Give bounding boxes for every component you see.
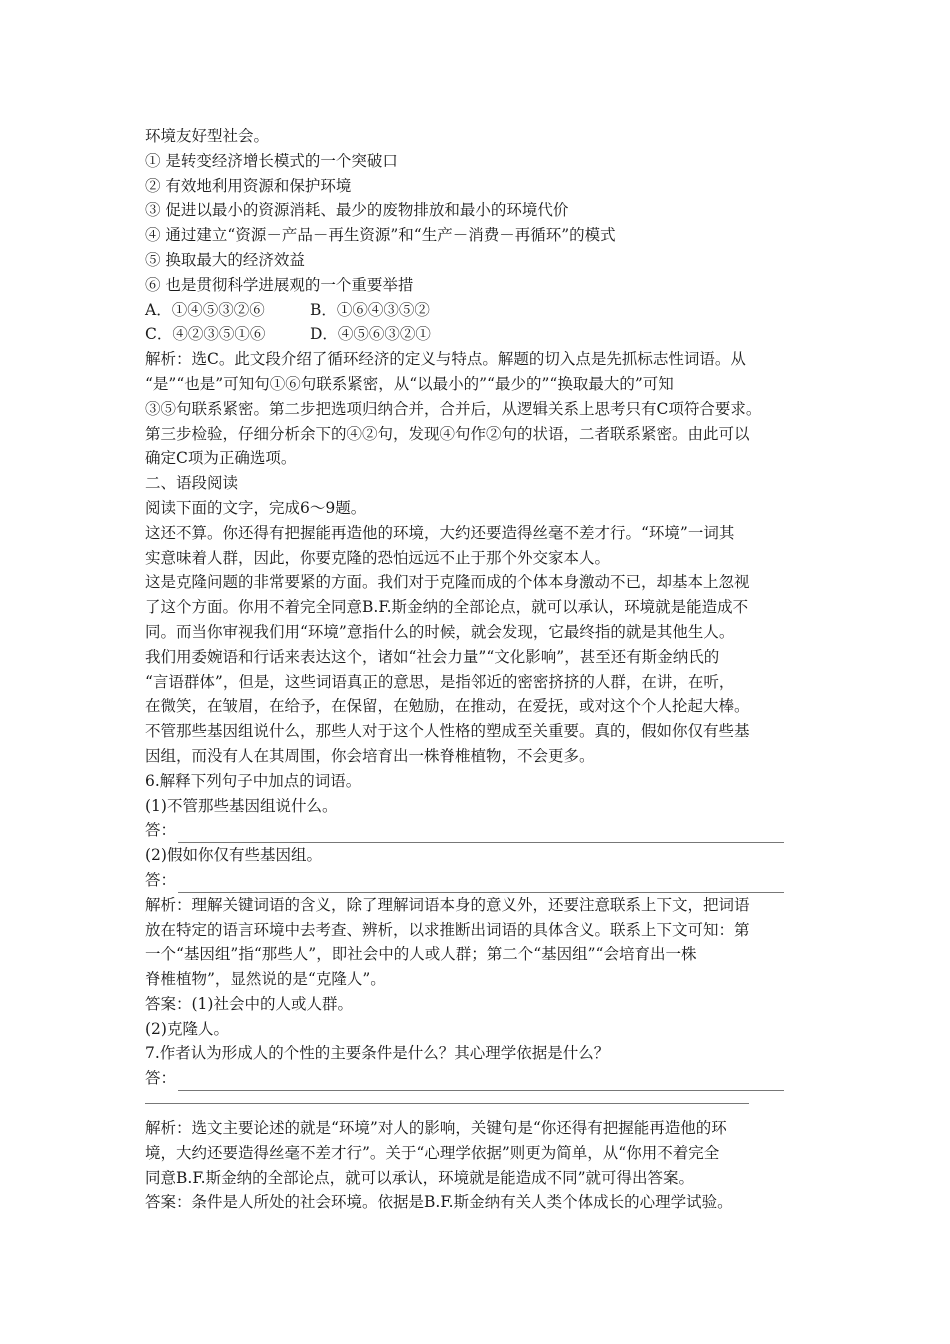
passage-line: 这还不算。你还得有把握能再造他的环境，大约还要造得丝毫不差才行。“环境”一词其 [145,523,735,542]
analysis-line: 解析：选文主要论述的就是“环境”对人的影响，关键句是“你还得有把握能再造他的环 [145,1119,727,1138]
passage-line: 这是克隆问题的非常要紧的方面。我们对于克隆而成的个体本身激动不已，却基本上忽视 [145,573,750,592]
passage-line: 不管那些基因组说什么，那些人对于这个人性格的塑成至关重要。真的，假如你仅有些基 [145,722,750,741]
reading-passage [145,521,810,769]
sentence-1: ① 是转变经济增长模式的一个突破口 [145,151,398,170]
answer-label: 答： [145,1069,177,1088]
analysis-line: 第三步检验，仔细分析余下的④②句，发现④句作②句的状语，二者联系紧密。由此可以 [145,424,750,443]
analysis-line: 境，大约还要造得丝毫不差才行”。关于“心理学依据”则更为简单，从“你用不着完全 [145,1143,720,1162]
analysis-line: 同意B.F.斯金纳的全部论点，就可以承认，环境就是能造成不同”就可得出答案。 [145,1168,695,1187]
analysis-line: 解析：选C。此文段介绍了循环经济的定义与特点。解题的切入点是先抓标志性词语。从 [145,350,746,369]
answer-label: 答： [145,821,177,840]
analysis-line: 放在特定的语言环境中去考查、辨析，以求推断出词语的具体含义。联系上下文可知：第 [145,920,750,939]
reading-instruction: 阅读下面的文字，完成6～9题。 [145,498,367,517]
passage-line: 实意味着人群，因此，你要克隆的恐怕远远不止于那个外交家本人。 [145,548,611,567]
answer-blank[interactable] [178,878,784,893]
option-d: D．④⑤⑥③②① [310,325,431,344]
option-c: C．④②③⑤①⑥ [145,325,266,344]
sentence-3: ③ 促进以最小的资源消耗、最少的废物排放和最小的环境代价 [145,201,569,220]
options-row-2 [145,322,810,347]
question-7: 7.作者认为形成人的个性的主要条件是什么？其心理学依据是什么？ [145,1044,610,1063]
sentence-6: ⑥ 也是贯彻科学进展观的一个重要举措 [145,275,414,294]
sentence-list [145,149,810,298]
answer-blank-continuation[interactable] [145,1091,749,1104]
question-6-sub-2: (2)假如你仅有些基因组。 [145,846,322,865]
intro-tail: 环境友好型社会。 [145,127,270,145]
analysis-line: 一个“基因组”指“那些人”，即社会中的人或人群；第二个“基因组”“会培育出一株 [145,945,697,964]
analysis-6 [145,893,810,992]
analysis-line: “是”“也是”可知句①⑥句联系紧密，从“以最小的”“最少的”“换取最大的”可知 [145,374,674,393]
answer-blank[interactable] [178,828,784,843]
options-row-1 [145,298,810,323]
analysis-line: 脊椎植物”，显然说的是“克隆人”。 [145,970,386,989]
analysis-line: 解析：理解关键词语的含义，除了理解词语本身的意义外，还要注意联系上下文，把词语 [145,895,750,914]
answer-blank[interactable] [178,1076,784,1091]
analysis-line: ③⑤句联系紧密。第二步把选项归纳合并，合并后，从逻辑关系上思考只有C项符合要求。 [145,399,762,418]
question-6: 6.解释下列句子中加点的词语。 [145,771,362,790]
analysis-7 [145,1116,810,1190]
analysis-line: 确定C项为正确选项。 [145,449,297,468]
passage-line: 因组，而没有人在其周围，你会培育出一株脊椎植物，不会更多。 [145,746,595,765]
passage-line: 我们用委婉语和行话来表达这个，诸如“社会力量”“文化影响”，甚至还有斯金纳氏的 [145,647,720,666]
answer-row-6-1 [145,818,810,843]
sentence-5: ⑤ 换取最大的经济效益 [145,250,305,269]
answer-7: 答案：条件是人所处的社会环境。依据是B.F.斯金纳有关人类个体成长的心理学试验。 [145,1193,733,1212]
answer-row-7 [145,1066,810,1091]
document-page [145,124,810,1215]
sentence-2: ② 有效地利用资源和保护环境 [145,176,352,195]
question-6-sub-1: (1)不管那些基因组说什么。 [145,796,338,815]
passage-line: 了这个方面。你用不着完全同意B.F.斯金纳的全部论点，就可以承认，环境就是能造成不 [145,598,749,617]
answer-row-6-2 [145,868,810,893]
answer-label: 答： [145,870,177,889]
sentence-4: ④ 通过建立“资源－产品－再生资源”和“生产－消费－再循环”的模式 [145,226,616,245]
passage-line: 在微笑，在皱眉，在给予，在保留，在勉励，在推动，在爱抚，或对这个个人抡起大棒。 [145,697,750,716]
passage-line: 同。而当你审视我们用“环境”意指什么的时候，就会发现，它最终指的就是其他生人。 [145,622,735,641]
section-heading: 二、语段阅读 [145,474,239,493]
option-a: A．①④⑤③②⑥ [145,300,265,319]
answer-6-1: 答案：(1)社会中的人或人群。 [145,994,353,1013]
answer-6-2: (2)克隆人。 [145,1019,229,1038]
analysis-5 [145,347,810,471]
passage-line: “言语群体”，但是，这些词语真正的意思，是指邻近的密密挤挤的人群，在讲，在听， [145,672,735,691]
option-b: B．①⑥④③⑤② [310,300,430,319]
